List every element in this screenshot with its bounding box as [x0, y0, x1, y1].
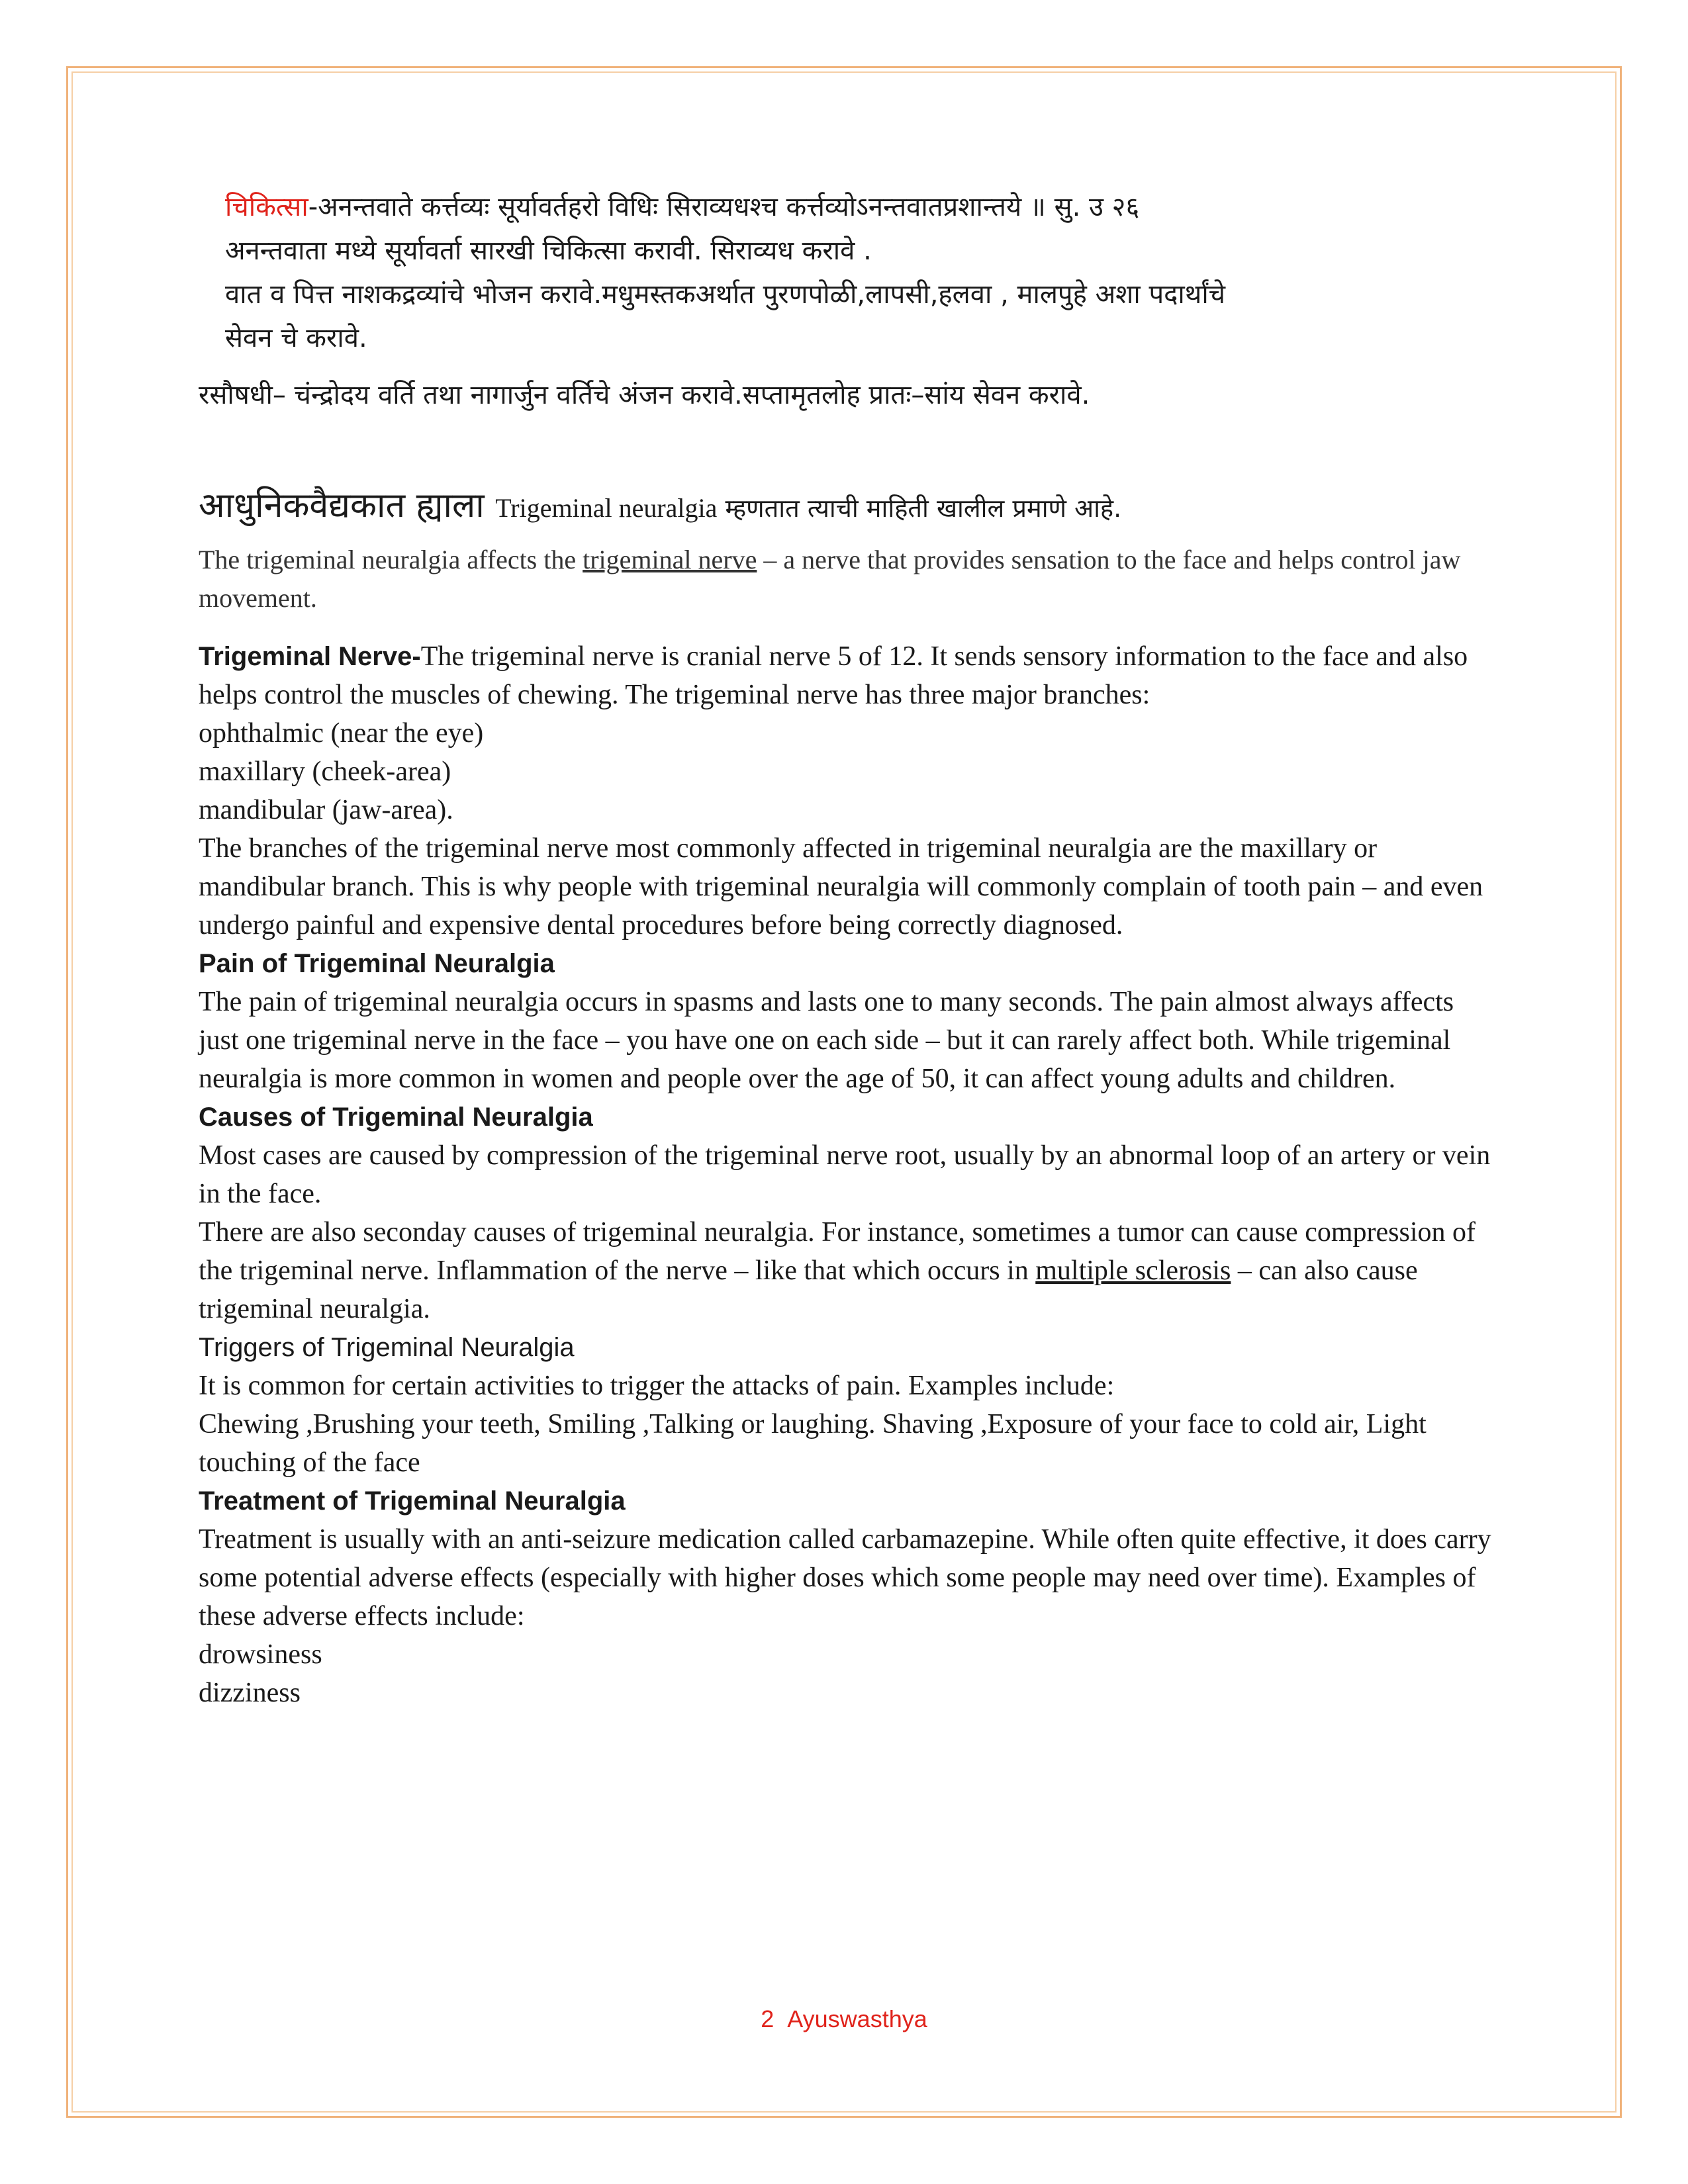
marathi-line-5: रसौषधी– चंन्द्रोदय वर्ति तथा नागार्जुन वर्तिचे अंजन करावे.सप्तामृतलोह प्रातः–सांय सेवन करावे. — [199, 380, 1090, 410]
causes-paragraph-2 — [199, 1213, 1496, 1328]
marathi-line-2: अनन्तवाता मध्ये सूर्यावर्ता सारखी चिकित्सा करावी. सिराव्यध करावे . — [225, 236, 872, 266]
affected-branches-paragraph: The branches of the trigeminal nerve most commonly affected in trigeminal neuralgia are the maxillary or mandibular branch. This is why people with trigeminal neuralgia will commonly complain of tooth pain – and even undergo painful and expensive dental procedures before being correctly diagnosed. — [199, 833, 1483, 940]
footer-site-name: Ayuswasthya — [787, 2005, 927, 2032]
triggers-paragraph-2: Chewing ,Brushing your teeth, Smiling ,Talking or laughing. Shaving ,Exposure of your face to cold air, Light touching of the face — [199, 1409, 1427, 1478]
trigeminal-nerve-link[interactable]: trigeminal nerve — [583, 545, 757, 574]
branch-item: mandibular (jaw-area). — [199, 795, 453, 825]
triggers-paragraph-1: It is common for certain activities to trigger the attacks of pain. Examples include: — [199, 1371, 1115, 1401]
branch-item: ophthalmic (near the eye) — [199, 718, 484, 749]
nerve-text: The trigeminal nerve is cranial nerve 5 of 12. It sends sensory information to the face and also helps control the muscles of chewing. The trigeminal nerve has three major branches: — [199, 641, 1468, 710]
marathi-line-4: सेवन चे करावे. — [225, 323, 367, 353]
marathi-line-3: वात व पित्त नाशकद्रव्यांचे भोजन करावे.मधुमस्तकअर्थात पुरणपोळी,लापसी,हलवा , मालपुहे अशा पदार्थांचे — [225, 279, 1226, 310]
nerve-label: Trigeminal Nerve- — [199, 642, 421, 671]
pain-paragraph: The pain of trigeminal neuralgia occurs in spasms and lasts one to many seconds. The pain almost always affects just one trigeminal nerve in the face – you have one on each side – but it can rarely affect both. While trigeminal neuralgia is more common in women and people over the age of 50, it can affect young adults and children. — [199, 987, 1454, 1094]
treatment-heading: Treatment of Trigeminal Neuralgia — [199, 1486, 626, 1516]
page-footer — [0, 2005, 1688, 2033]
pain-heading: Pain of Trigeminal Neuralgia — [199, 949, 555, 978]
adverse-effect-item: dizziness — [199, 1678, 301, 1708]
heading-english-term: Trigeminal neuralgia — [495, 493, 718, 523]
triggers-heading: Triggers of Trigeminal Neuralgia — [199, 1333, 575, 1362]
intro-paragraph — [199, 541, 1496, 617]
adverse-effect-item: drowsiness — [199, 1639, 322, 1670]
intro-text-before: The trigeminal neuralgia affects the — [199, 545, 583, 574]
multiple-sclerosis-link[interactable]: multiple sclerosis — [1035, 1255, 1231, 1286]
section-heading — [199, 480, 1496, 527]
page-number: 2 — [761, 2005, 774, 2032]
causes-paragraph-1: Most cases are caused by compression of the trigeminal nerve root, usually by an abnormal loop of an artery or vein in the face. — [199, 1140, 1491, 1209]
marathi-line-1 — [199, 185, 1496, 229]
causes-text-before: There are also seconday causes of trigeminal neuralgia. For instance, sometimes a tumor can cause compression of the trigeminal nerve. Inflammation of the nerve – like that which occurs in — [199, 1217, 1476, 1286]
branch-item: maxillary (cheek-area) — [199, 756, 451, 787]
document-body — [199, 185, 1496, 1712]
nerve-paragraph — [199, 637, 1496, 714]
heading-marathi-prefix: आधुनिकवैद्यकात ह्याला — [199, 486, 496, 525]
causes-heading: Causes of Trigeminal Neuralgia — [199, 1103, 593, 1132]
treatment-paragraph: Treatment is usually with an anti-seizure medication called carbamazepine. While often quite effective, it does carry some potential adverse effects (especially with higher doses which some people may need over time). Examples of these adverse effects include: — [199, 1524, 1491, 1631]
chikitsa-shloka: -अनन्तवाते कर्त्तव्यः सूर्यावर्तहरो विधिः सिराव्यधश्च कर्त्तव्योऽनन्तवातप्रशान्तये ॥ सु. उ २६ — [308, 192, 1140, 222]
chikitsa-label: चिकित्सा — [225, 192, 308, 222]
heading-marathi-suffix: म्हणतात त्याची माहिती खालील प्रमाणे आहे. — [717, 494, 1122, 523]
intro-text-after: – a nerve that provides sensation to the face and helps control jaw movement. — [199, 545, 1461, 613]
causes-text-after: – can also cause trigeminal neuralgia. — [199, 1255, 1418, 1324]
article-body — [199, 637, 1496, 1712]
